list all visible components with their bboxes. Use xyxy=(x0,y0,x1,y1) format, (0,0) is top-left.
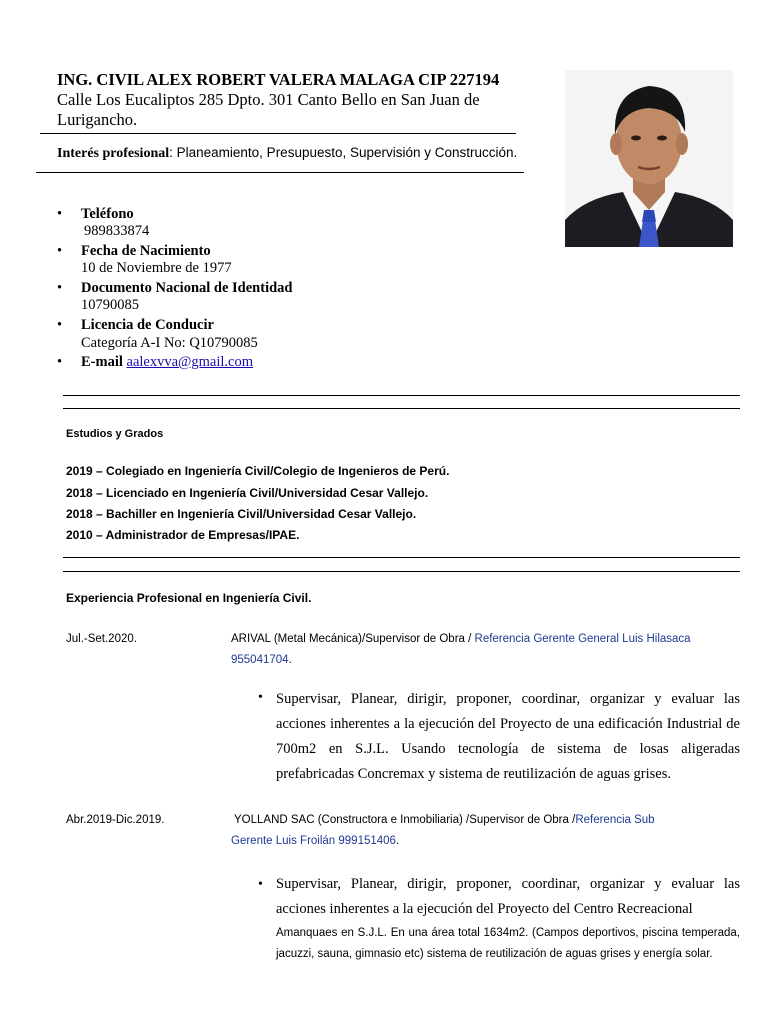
id-label: Documento Nacional de Identidad xyxy=(81,280,293,296)
study-item: 2018 – Bachiller en Ingeniería Civil/Universidad Cesar Vallejo. xyxy=(66,507,417,521)
job-reference-line2 xyxy=(231,654,292,666)
bullet-icon: • xyxy=(57,354,63,370)
candidate-name: ING. CIVIL ALEX ROBERT VALERA MALAGA CIP 227194 xyxy=(57,70,500,89)
job-company xyxy=(234,814,655,826)
interest-value: : Planeamiento, Presupuesto, Supervisión y Construcción. xyxy=(169,145,518,160)
birth-label: Fecha de Nacimiento xyxy=(81,243,211,259)
job-company-text: YOLLAND SAC (Constructora e Inmobiliaria) /Supervisor de Obra / xyxy=(234,814,576,826)
job-description: Supervisar, Planear, dirigir, proponer, coordinar, organizar y evaluar las acciones inherentes a la ejecución del Proyecto de una edificación Industrial de 700m2 en S.J.L. Usando tecnología de sistema de losas aligeradas prefabricadas Concremax y sistema de reutilización de aguas grises. xyxy=(276,691,740,782)
study-item: 2019 – Colegiado en Ingeniería Civil/Colegio de Ingenieros de Perú. xyxy=(66,464,450,478)
job-reference-line2 xyxy=(231,835,399,847)
email-label: E-mail xyxy=(81,354,123,370)
studies-title: Estudios y Grados xyxy=(66,428,164,440)
email-link[interactable]: aalexvva@gmail.com xyxy=(126,354,254,370)
profile-photo xyxy=(565,70,733,247)
license-value: Categoría A-I No: Q10790085 xyxy=(81,335,258,351)
job-description: Supervisar, Planear, dirigir, proponer, coordinar, organizar y evaluar las acciones inherentes a la ejecución del Proyecto del Centro Recreacional xyxy=(276,876,740,917)
study-item: 2018 – Licenciado en Ingeniería Civil/Universidad Cesar Vallejo. xyxy=(66,486,429,500)
bullet-icon: • xyxy=(57,317,63,333)
divider xyxy=(36,172,524,173)
experience-title: Experiencia Profesional en Ingeniería Civil. xyxy=(66,591,312,605)
license-label: Licencia de Conducir xyxy=(81,317,214,333)
study-item: 2010 – Administrador de Empresas/IPAE. xyxy=(66,528,300,542)
divider xyxy=(63,557,740,558)
interest-label: Interés profesional xyxy=(57,146,170,161)
id-value: 10790085 xyxy=(81,297,139,313)
divider xyxy=(63,408,740,409)
job-date: Jul.-Set.2020. xyxy=(66,633,137,645)
bullet-icon: • xyxy=(57,206,63,222)
divider xyxy=(40,133,516,134)
birth-value: 10 de Noviembre de 1977 xyxy=(81,260,232,276)
job-reference-end: . xyxy=(288,654,292,666)
job-reference-phone: Gerente Luis Froilán 999151406 xyxy=(231,835,396,847)
professional-interest xyxy=(57,145,517,162)
address: Calle Los Eucaliptos 285 Dpto. 301 Canto Bello en San Juan de Lurigancho. xyxy=(57,90,480,129)
bullet-icon: • xyxy=(57,243,63,259)
bullet-icon: • xyxy=(57,280,63,296)
job-reference: Referencia Gerente General Luis Hilasaca xyxy=(474,633,691,645)
divider xyxy=(63,395,740,396)
job-date: Abr.2019-Dic.2019. xyxy=(66,814,165,826)
job-reference-phone: 955041704 xyxy=(231,654,289,666)
divider xyxy=(63,571,740,572)
phone-label: Teléfono xyxy=(81,206,134,222)
bullet-icon: • xyxy=(258,690,263,705)
phone-value: 989833874 xyxy=(84,223,150,239)
bullet-icon: • xyxy=(258,877,263,892)
job-description-continued: Amanquaes en S.J.L. En una área total 1634m2. (Campos deportivos, piscina temperada, jacuzzi, sauna, gimnasio etc) sistema de reutilización de aguas grises y energía solar. xyxy=(276,927,740,960)
job-company-text: ARIVAL (Metal Mecánica)/Supervisor de Obra / xyxy=(231,633,475,645)
job-reference: Referencia Sub xyxy=(575,814,655,826)
job-company xyxy=(231,633,691,645)
job-reference-end: . xyxy=(395,835,400,847)
